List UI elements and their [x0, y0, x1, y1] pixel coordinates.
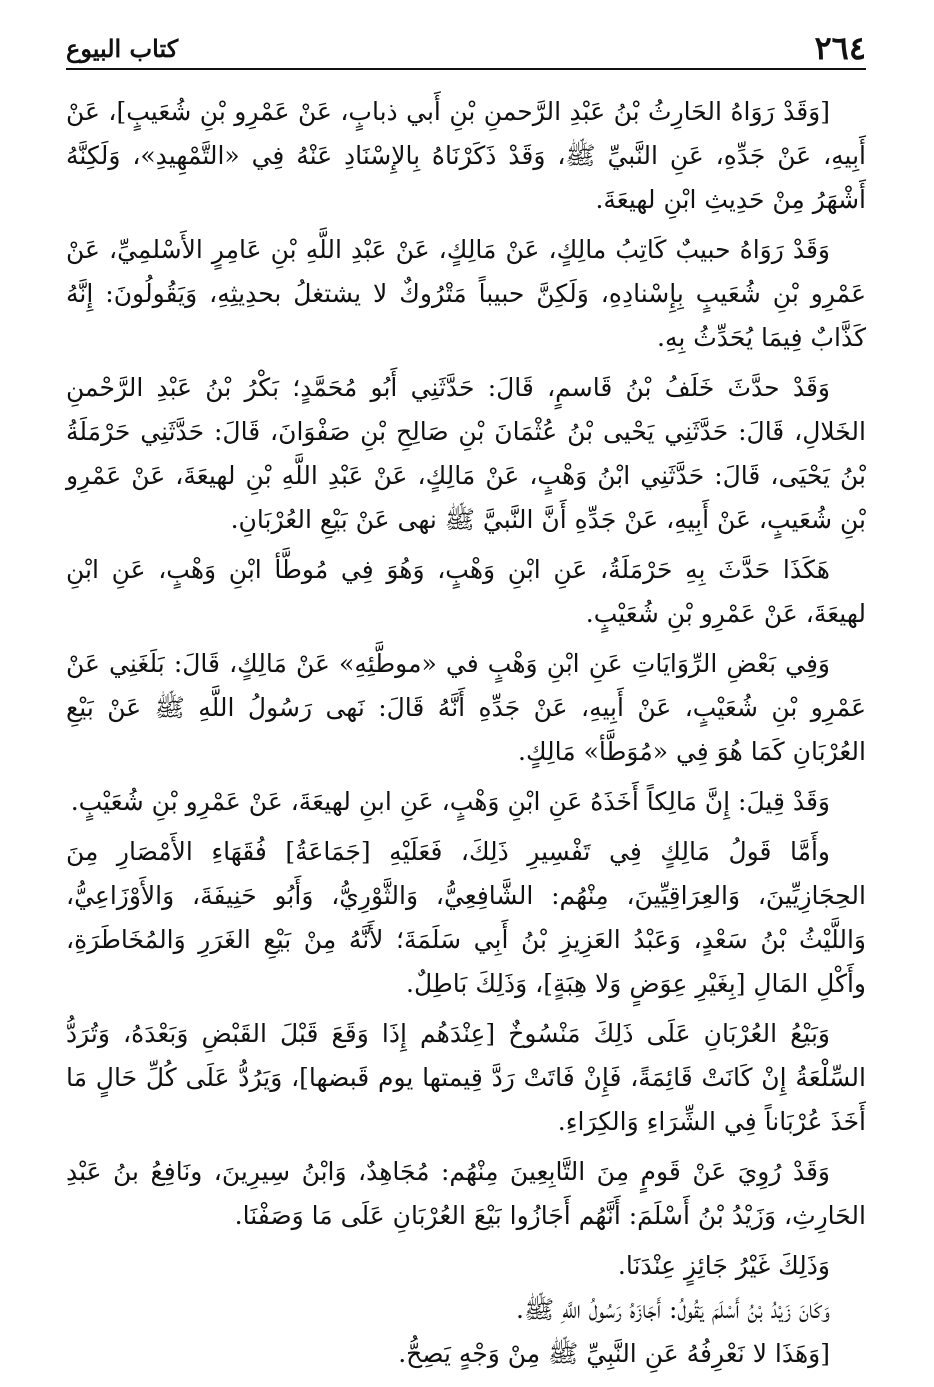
paragraph-2: وَقَدْ رَوَاهُ حبيبٌ كَاتِبُ مالِكٍ، عَنْ مَالِكٍ، عَنْ عَبْدِ اللَّهِ بْنِ عَامِرٍ الأَسْلمِيِّ، عَنْ عَمْرِو بْنِ شُعَيبٍ بِإِسْنادِهِ، وَلَكِنَّ حبيباً مَتْرُوكٌ لا يشتغلُ بحدِيثِهِ، وَيَقُولُونَ: إِنَّهُ كَذَّابٌ فِيمَا يُحَدِّثُ بِهِ.	[66, 235, 866, 352]
paragraph-10: وَذَلِكَ غَيْرُ جَائِزٍ عِنْدَنَا.	[617, 1251, 830, 1280]
paragraph-4: هَكَذَا حَدَّثَ بِهِ حَرْمَلَةُ، عَنِ ابْنِ وَهْبٍ، وَهُوَ فِي مُوطَّأ ابْنِ وَهْبٍ، عَنِ ابْنِ لهيعَةَ، عَنْ عَمْرِو بْنِ شُعَيْبٍ.	[66, 555, 866, 628]
paragraph-3: وَقَدْ حدَّثَ خَلَفُ بْنُ قَاسمٍ، قَالَ: حَدَّثَنِي أَبُو مُحَمَّدٍ؛ بَكْرُ بْنُ عَبْدِ الرَّحْمنِ الخَلالِ، قَالَ: حَدَّثَنِي يَحْيى بْنُ عُثْمَانَ بْنِ صَالِحِ بْنِ صَفْوَانَ، قَالَ: حَدَّثَنِي حَرْمَلَةُ بْنُ يَحْيَى، قَالَ: حَدَّثَنِي ابْنُ وَهْبٍ، عَنْ مَالِكٍ، عَنْ عَبْدِ اللَّهِ بْنِ لهيعَةَ، عَنْ عَمْرِو بْنِ شُعَيبٍ، عَنْ أَبِيهِ، عَنْ جَدِّهِ أَنَّ النَّبيَّ ﷺ نهى عَنْ بَيْعِ العُرْبَانِ.	[66, 373, 866, 534]
paragraph-7: وأَمَّا قَولُ مَالِكٍ فِي تَفْسِيرِ ذَلِكَ، فَعَلَيْهِ [جَمَاعَةُ] فُقَهَاءِ الأَمْصَارِ مِنَ الحِجَازِيِّينَ، وَالعِرَاقِيِّينَ، مِنْهُم: الشَّافِعِيُّ، وَالثَّوْرِيُّ، وَأَبُو حَنِيفَةَ، وَالأَوْزَاعِيُّ، وَاللَّيْثُ بْنُ سَعْدٍ، وَعَبْدُ العَزِيزِ بْنُ أَبِي سَلَمَةَ؛ لأَنَّهُ مِنْ بَيْعِ الغَرَرِ وَالمُخَاطَرَةِ، وأَكْلِ المَالِ [بِغَيْرِ عِوَضٍ وَلا هِبَةٍ]، وَذَلِكَ بَاطِلٌ.	[66, 837, 866, 998]
paragraph-12: [وَهَذَا لا نَعْرِفُهُ عَنِ النَّبِيِّ ﷺ مِنْ وَجْهٍ يَصِحُّ.	[398, 1339, 830, 1368]
page-body	[66, 90, 866, 1376]
paragraph-9: وَقَدْ رُوِيَ عَنْ قَومٍ مِنَ التَّابِعِينَ مِنْهُم: مُجَاهِدٌ، وَابْنُ سِيرِينَ، ونَافِعُ بنُ عَبْدِ الحَارِثِ، وَزَيْدُ بْنُ أَسْلَمَ: أَنَّهُم أَجَازُوا بَيْعَ العُرْبَانِ عَلَى مَا وَصَفْنَا.	[66, 1157, 866, 1230]
paragraph-11: وَكَانَ زَيْدُ بْنُ أَسْلَمَ يَقُولُ: أَجَازَهُ رَسُولُ اللَّهِ ﷺ.	[516, 1295, 830, 1324]
paragraph-6: وَقَدْ قِيلَ: إِنَّ مَالِكاً أَخَذَهُ عَنِ ابْنِ وَهْبٍ، عَنِ ابنِ لهيعَةَ، عَنْ عَمْرِو بْنِ شُعَيْبٍ.	[70, 787, 830, 816]
paragraph-1: [وَقَدْ رَوَاهُ الحَارِثُ بْنُ عَبْدِ الرَّحمنِ بْنِ أَبي ذبابٍ، عَنْ عَمْرِو بْنِ شُعَيبٍ]، عَنْ أَبِيهِ، عَنْ جَدِّهِ، عَنِ النَّبيِّ ﷺ، وَقَدْ ذَكَرْنَاهُ بِالإِسْنَادِ عَنْهُ فِي «التَّمْهِيدِ»، وَلَكِنَّهُ أَشْهَرُ مِنْ حَدِيثِ ابْنِ لهيعَةَ.	[66, 97, 866, 214]
running-title: كتاب البيوع	[66, 34, 179, 63]
paragraph-5: وَفِي بَعْضِ الرِّوَايَاتِ عَنِ ابْنِ وَهْبٍ في «موطَّئِهِ» عَنْ مَالِكٍ، قَالَ: بَلَغَنِي عَنْ عَمْرِو بْنِ شُعَيْبٍ، عَنْ أَبِيهِ، عَنْ جَدِّهِ أَنَّهُ قَالَ: نَهى رَسُولُ اللَّهِ ﷺ عَنْ بَيْعِ العُرْبَانِ كَمَا هُوَ فِي «مُوَطَّأ» مَالِكٍ.	[66, 649, 866, 766]
page-header	[66, 22, 866, 68]
header-divider	[66, 68, 866, 70]
page-number: ٢٦٤	[814, 29, 866, 67]
paragraph-8: وَبَيْعُ العُرْبَانِ عَلَى ذَلِكَ مَنْسُوخٌ [عِنْدَهُم إِذَا وَقَعَ قَبْلَ القَبْضِ وَبَعْدَهُ، وَتُرَدُّ السِّلْعَةُ إِنْ كَانَتْ قَائِمَةً، فَإِنْ فَاتَتْ رَدَّ قِيمتها يوم قَبضها]، وَيَرُدُّ عَلَى كُلِّ حَالٍ مَا أَخَذَ عُرْبَاناً فِي الشِّرَاءِ وَالكِرَاءِ.	[66, 1019, 866, 1136]
book-page	[66, 22, 866, 1376]
